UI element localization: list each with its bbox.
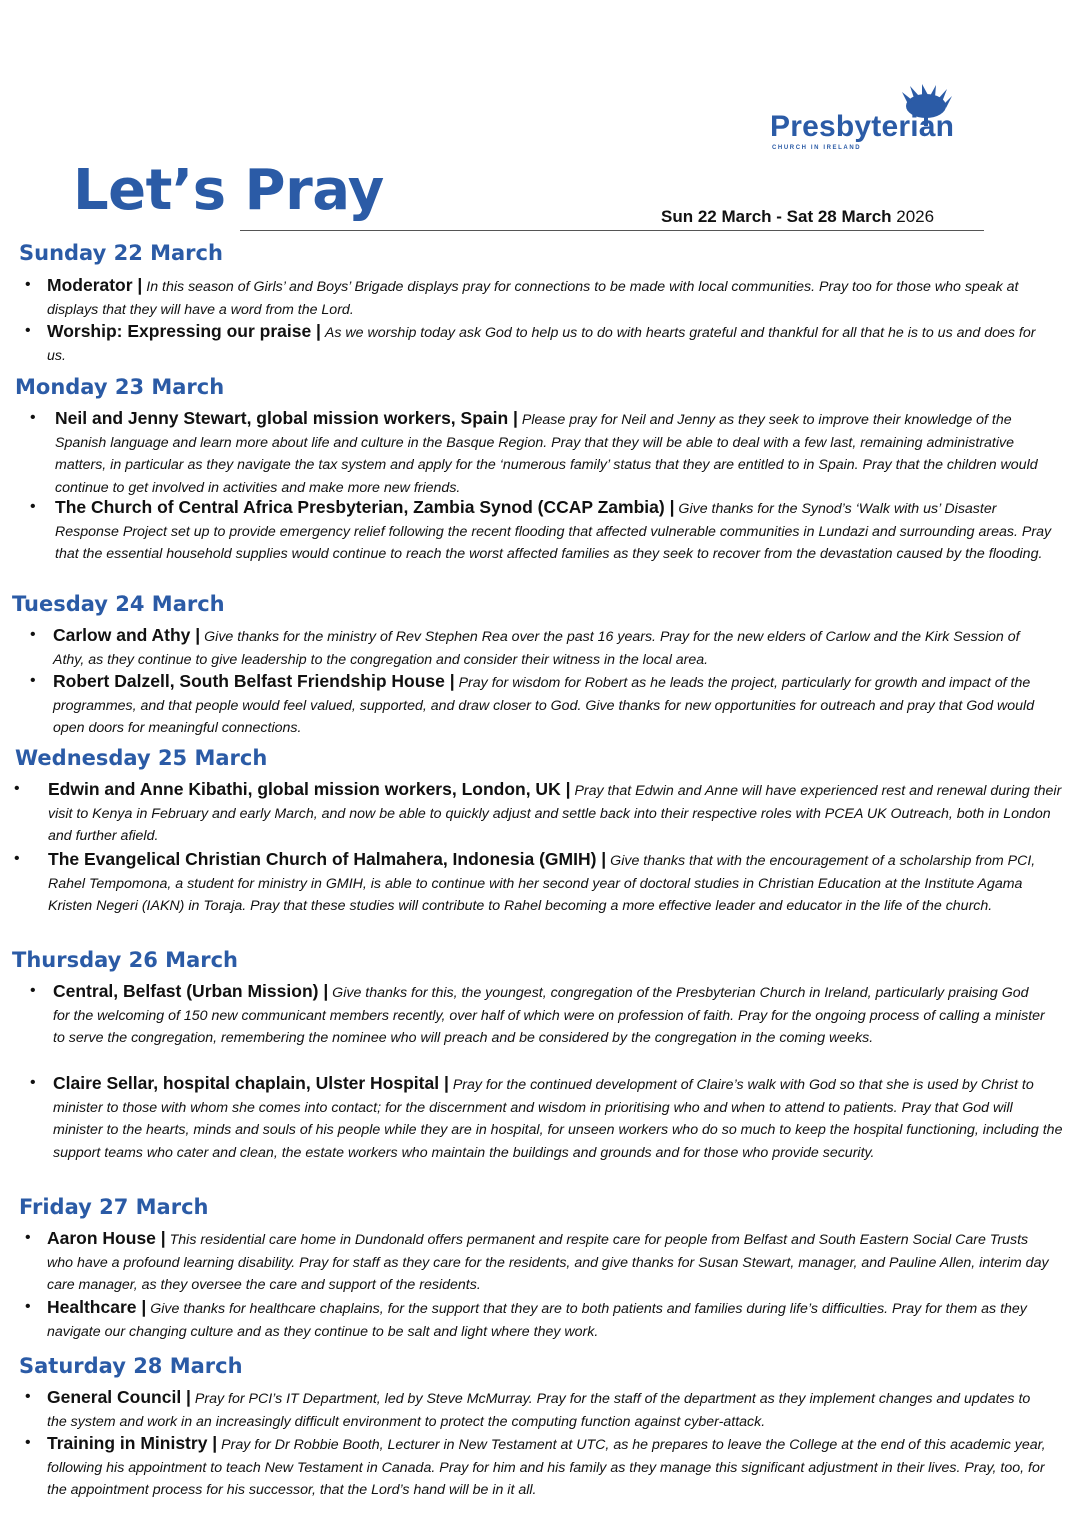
day-heading: Saturday 28 March xyxy=(19,1354,243,1378)
prayer-item xyxy=(53,670,1043,740)
item-heading: Aaron House | xyxy=(47,1228,166,1248)
item-description: Pray for the continued development of Claire’s walk with God so that she is used by Christ to minister to those with whom she comes into contact; for the discernment and wisdom in prioritising who and when to attend to patients. Pray that God will minister to the hearts, minds and souls of his people while they are in hospital, for unseen workers who do so much to keep the hospital functioning, including the support teams who cater and clean, the estate workers who maintain the buildings and grounds and for those who provide security. xyxy=(53,1077,1063,1161)
bullet-icon: • xyxy=(25,322,31,339)
item-heading: Moderator | xyxy=(47,275,143,295)
prayer-item xyxy=(48,848,1053,918)
day-heading: Wednesday 25 March xyxy=(15,746,268,770)
item-description: In this season of Girls’ and Boys’ Brigade displays pray for connections to be made with local communities. Pray too for those who speak at displays that they will have a word from the Lord. xyxy=(47,279,1019,318)
bullet-icon: • xyxy=(25,1388,31,1405)
item-description: Pray that Edwin and Anne will have experienced rest and renewal during their visit to Kenya in February and early March, and now be able to quickly adjust and settle back into their respective roles with PCEA UK Outreach, both in London and further afield. xyxy=(48,783,1062,844)
item-description: This residential care home in Dundonald offers permanent and respite care for people from Belfast and South Eastern Social Care Trusts who have a profound learning disability. Pray for staff as they care for the residents, and give thanks for Susan Stewart, manager, and Pauline Allen, interim day care manager, as they oversee the care and support of the residents. xyxy=(47,1232,1049,1293)
bullet-icon: • xyxy=(30,982,36,999)
page-title: Let’s Pray xyxy=(73,158,384,223)
prayer-item xyxy=(47,274,1047,321)
bullet-icon: • xyxy=(30,672,36,689)
item-heading: Robert Dalzell, South Belfast Friendship House | xyxy=(53,671,455,691)
header-divider xyxy=(240,230,984,231)
day-heading: Monday 23 March xyxy=(15,375,225,399)
bullet-icon: • xyxy=(30,498,36,515)
logo-wordmark: Presbyterian xyxy=(770,110,955,143)
date-range-year: 2026 xyxy=(891,207,935,226)
presbyterian-logo xyxy=(770,84,970,154)
prayer-item xyxy=(47,1386,1042,1433)
date-range-start: Sun 22 March xyxy=(661,207,772,226)
prayer-item xyxy=(55,407,1055,499)
item-heading: The Evangelical Christian Church of Halmahera, Indonesia (GMIH) | xyxy=(48,849,607,869)
item-heading: Neil and Jenny Stewart, global mission workers, Spain | xyxy=(55,408,518,428)
item-description: Pray for Dr Robbie Booth, Lecturer in New Testament at UTC, as he prepares to leave the College at the end of this academic year, following his appointment to teach New Testament in Canada. Pray for him and his family as they manage this significant adjustment in their lives. Pray, too, for the appointment process for his successor, that the Lord’s hand will be in it all. xyxy=(47,1437,1046,1498)
item-description: Give thanks that with the encouragement of a scholarship from PCI, Rahel Tempomona, a student for ministry in GMIH, is able to continue with her second year of doctoral studies in Christian Education at the Institute Agama Kristen Negeri (IAKN) in Toraja. Pray that these studies will contribute to Rahel becoming a more effective leader and educator in the life of the church. xyxy=(48,853,1036,914)
bullet-icon: • xyxy=(14,780,20,797)
item-description: Give thanks for healthcare chaplains, for the support that they are to both patients and families during life’s difficulties. Pray for them as they navigate our changing culture and as they continue to be salt and light where they work. xyxy=(47,1301,1027,1340)
bullet-icon: • xyxy=(14,850,20,867)
date-range xyxy=(661,207,934,227)
item-heading: Worship: Expressing our praise | xyxy=(47,321,321,341)
item-heading: Carlow and Athy | xyxy=(53,625,201,645)
bullet-icon: • xyxy=(30,1074,36,1091)
item-heading: Training in Ministry | xyxy=(47,1433,218,1453)
item-heading: Central, Belfast (Urban Mission) | xyxy=(53,981,329,1001)
bullet-icon: • xyxy=(30,409,36,426)
bullet-icon: • xyxy=(25,1229,31,1246)
date-range-separator: - xyxy=(771,207,787,226)
item-description: Give thanks for this, the youngest, congregation of the Presbyterian Church in Ireland, particularly praising God for the welcoming of 150 new communicant members recently, over half of which were on profession of faith. Pray for the ongoing process of calling a minister to serve the congregation, remembering the nominee who will preach and be considered by the congregation in the coming weeks. xyxy=(53,985,1045,1046)
prayer-item xyxy=(53,1072,1063,1164)
prayer-item xyxy=(48,778,1063,848)
item-description: As we worship today ask God to help us to do with hearts grateful and thankful for all that he is to us and does for us. xyxy=(47,325,1036,364)
bullet-icon: • xyxy=(25,1434,31,1451)
item-heading: Claire Sellar, hospital chaplain, Ulster Hospital | xyxy=(53,1073,449,1093)
item-heading: General Council | xyxy=(47,1387,191,1407)
item-description: Please pray for Neil and Jenny as they seek to improve their knowledge of the Spanish language and learn more about life and culture in the Basque Region. Pray that they will be able to deal with a few last, remaining administrative matters, in particular as they navigate the tax system and apply for the ‘numerous family’ status that they are entitled to in Spain. Pray that the children would continue to get involved in activities and make more new friends. xyxy=(55,412,1038,496)
prayer-item xyxy=(47,1227,1052,1297)
prayer-item xyxy=(53,980,1048,1050)
prayer-item xyxy=(47,1296,1047,1343)
item-description: Give thanks for the Synod’s ‘Walk with us’ Disaster Response Project set up to provide emergency relief following the recent flooding that affected vulnerable communities in Lundazi and surrounding areas. Pray that the essential household supplies would continue to reach the worst affected families as they seek to recover from the devastation caused by the flooding. xyxy=(55,501,1052,562)
prayer-item xyxy=(47,320,1047,367)
item-heading: Edwin and Anne Kibathi, global mission workers, London, UK | xyxy=(48,779,571,799)
date-range-end: Sat 28 March xyxy=(786,207,892,226)
item-heading: Healthcare | xyxy=(47,1297,147,1317)
item-description: Give thanks for the ministry of Rev Stephen Rea over the past 16 years. Pray for the new elders of Carlow and the Kirk Session of Athy, as they continue to give leadership to the congregation and consider their witness in the local area. xyxy=(53,629,1020,668)
item-description: Pray for PCI’s IT Department, led by Steve McMurray. Pray for the staff of the department as they implement changes and updates to the system and work in an increasingly difficult environment to protect the computing function against cyber-attack. xyxy=(47,1391,1031,1430)
item-heading: The Church of Central Africa Presbyterian, Zambia Synod (CCAP Zambia) | xyxy=(55,497,675,517)
day-heading: Sunday 22 March xyxy=(19,241,223,265)
prayer-item xyxy=(53,624,1053,671)
bullet-icon: • xyxy=(30,626,36,643)
bullet-icon: • xyxy=(25,276,31,293)
prayer-item xyxy=(47,1432,1047,1502)
prayer-item xyxy=(55,496,1060,566)
item-description: Pray for wisdom for Robert as he leads the project, particularly for growth and impact of the programmes, and that people would feel valued, supported, and draw closer to God. Give thanks for new opportunities for outreach and pray that God would open doors for meaningful connections. xyxy=(53,675,1035,736)
day-heading: Friday 27 March xyxy=(19,1195,209,1219)
day-heading: Tuesday 24 March xyxy=(12,592,225,616)
bullet-icon: • xyxy=(25,1298,31,1315)
day-heading: Thursday 26 March xyxy=(12,948,238,972)
logo-subtitle: CHURCH IN IRELAND xyxy=(772,145,862,151)
